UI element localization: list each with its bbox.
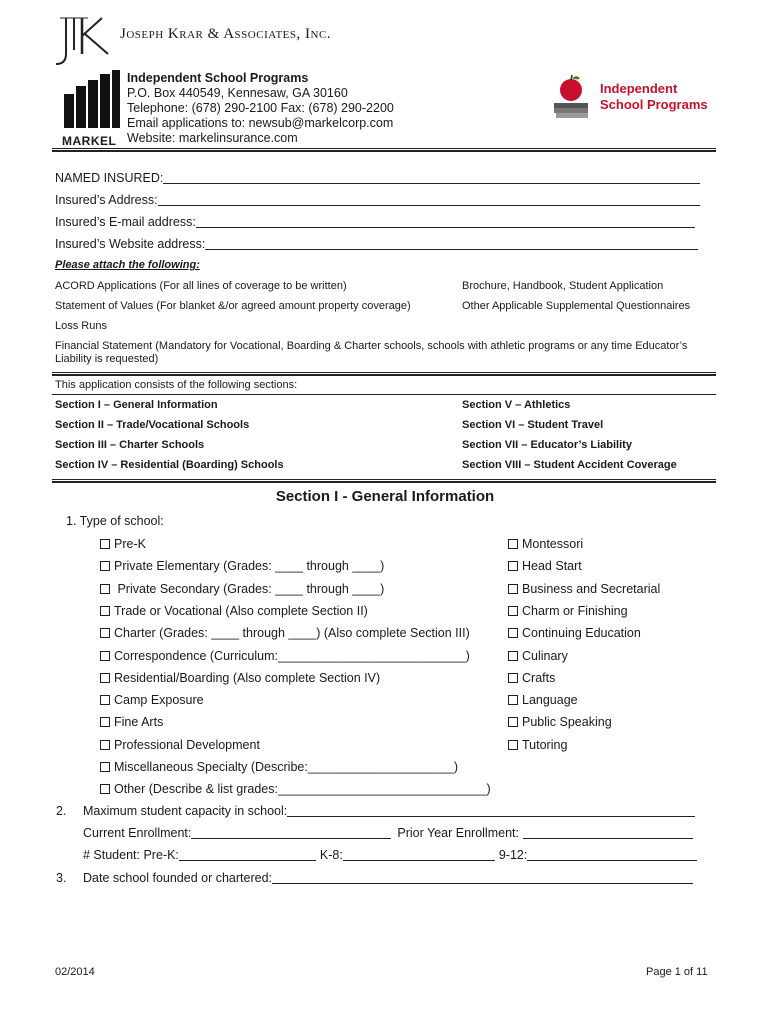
named-insured-row: [55, 171, 700, 185]
attach-supplemental: Other Applicable Supplemental Questionnaires: [462, 300, 691, 312]
school-type-right-option: [508, 626, 641, 640]
school-type-right-option-label: Culinary: [522, 648, 568, 663]
checkbox[interactable]: [100, 561, 110, 571]
question-3-number: 3.: [56, 871, 67, 885]
school-type-left-option-label: Fine Arts: [114, 715, 164, 730]
footer-page-number: Page 1 of 11: [646, 966, 708, 978]
school-type-left-option-label: Professional Development: [114, 737, 260, 752]
school-type-right-option: [508, 715, 612, 729]
school-type-left-option: [100, 582, 384, 596]
date-founded-field[interactable]: [272, 871, 693, 884]
attach-values: Statement of Values (For blanket &/or agreed amount property coverage): [55, 300, 411, 312]
question-2-number: 2.: [56, 804, 67, 818]
school-type-right-option: [508, 604, 628, 618]
checkbox[interactable]: [100, 539, 110, 549]
program-email: Email applications to: newsub@markelcorp.com: [127, 116, 394, 130]
question-3-label: Date school founded or chartered:: [83, 871, 273, 885]
school-type-right-option-label: Public Speaking: [522, 715, 612, 730]
program-address: P.O. Box 440549, Kennesaw, GA 30160: [127, 86, 348, 100]
prior-enrollment-field[interactable]: [523, 826, 693, 839]
attach-divider: [52, 372, 716, 376]
section-item-2: Section II – Trade/Vocational Schools: [55, 419, 250, 431]
students-k8-label: K-8:: [319, 848, 343, 862]
checkbox[interactable]: [100, 740, 110, 750]
checkbox[interactable]: [100, 584, 110, 594]
current-enrollment-label: Current Enrollment:: [83, 826, 192, 840]
school-type-right-option: [508, 537, 583, 551]
insured-email-row: [55, 215, 695, 229]
checkbox[interactable]: [100, 762, 110, 772]
school-type-left-option-label: Private Elementary (Grades: ____ through ____): [114, 559, 385, 574]
checkbox[interactable]: [508, 651, 518, 661]
current-enrollment-field[interactable]: [191, 826, 391, 839]
sections-intro-rule: [52, 394, 716, 395]
checkbox[interactable]: [100, 784, 110, 794]
checkbox[interactable]: [508, 717, 518, 727]
attach-loss-runs: Loss Runs: [55, 320, 107, 332]
school-type-left-option-label: Trade or Vocational (Also complete Section II): [114, 603, 368, 618]
isp-logo-line1: Independent: [600, 81, 678, 96]
insured-website-row: [55, 237, 698, 251]
section-item-1: Section I – General Information: [55, 399, 218, 411]
checkbox[interactable]: [508, 673, 518, 683]
students-prek-label: # Student: Pre-K:: [83, 848, 179, 862]
school-type-left-option: [100, 715, 163, 729]
attach-financial: Financial Statement (Mandatory for Vocational, Boarding & Charter schools, schools with athletic programs or any time Educator’s Liability is requested): [55, 340, 688, 365]
company-name: Joseph Krar & Associates, Inc.: [120, 26, 332, 42]
isp-logo-line2: School Programs: [600, 97, 708, 112]
school-type-right-option: [508, 738, 567, 752]
prior-enrollment-label: Prior Year Enrollment:: [397, 826, 519, 840]
school-type-left-option: [100, 649, 470, 663]
insured-email-field[interactable]: [196, 215, 695, 228]
section-title: Section I - General Information: [275, 488, 495, 505]
students-prek-field[interactable]: [179, 848, 316, 861]
insured-website-label: Insured’s Website address:: [55, 237, 206, 251]
markel-logo: [62, 70, 122, 148]
sections-intro: This application consists of the following sections:: [55, 379, 298, 391]
section-item-4: Section IV – Residential (Boarding) Schools: [55, 459, 284, 471]
school-type-right-option-label: Crafts: [522, 670, 556, 685]
apple-books-icon: [550, 74, 594, 120]
school-type-left-option: [100, 604, 368, 618]
checkbox[interactable]: [100, 628, 110, 638]
school-type-left-option-label: Other (Describe & list grades:______________________________): [114, 782, 491, 797]
school-type-right-option-label: Language: [522, 693, 578, 708]
checkbox[interactable]: [508, 606, 518, 616]
students-row: [83, 848, 697, 862]
jk-logo: [52, 14, 114, 66]
isp-logo: [550, 74, 720, 124]
checkbox[interactable]: [508, 628, 518, 638]
checkbox[interactable]: [100, 606, 110, 616]
checkbox[interactable]: [508, 561, 518, 571]
school-type-right-option-label: Head Start: [522, 559, 582, 574]
school-type-right-option-label: Montessori: [522, 537, 584, 551]
checkbox[interactable]: [508, 695, 518, 705]
school-type-right-option-label: Business and Secretarial: [522, 581, 661, 596]
school-type-right-option: [508, 559, 582, 573]
school-type-right-option: [508, 649, 568, 663]
students-912-field[interactable]: [527, 848, 697, 861]
checkbox[interactable]: [508, 539, 518, 549]
school-type-left-option: [100, 559, 384, 573]
attach-brochure: Brochure, Handbook, Student Application: [462, 280, 664, 292]
max-capacity-field[interactable]: [287, 804, 695, 817]
school-type-right-option-label: Continuing Education: [522, 626, 641, 641]
checkbox[interactable]: [508, 584, 518, 594]
footer-date: 02/2014: [55, 966, 95, 978]
sections-divider: [52, 479, 716, 483]
question-3-row: [83, 871, 693, 885]
named-insured-label: NAMED INSURED:: [55, 171, 164, 185]
section-item-6: Section VI – Student Travel: [462, 419, 604, 431]
school-type-left-option: [100, 626, 470, 640]
school-type-left-option-label: Correspondence (Curriculum:___________________________): [114, 648, 470, 663]
program-website: Website: markelinsurance.com: [127, 131, 298, 145]
school-type-left-option-label: Pre-K: [114, 537, 146, 551]
enrollment-row: [83, 826, 693, 840]
attach-heading: Please attach the following:: [55, 259, 200, 271]
school-type-left-option: [100, 671, 380, 685]
checkbox[interactable]: [100, 695, 110, 705]
school-type-right-option-label: Tutoring: [522, 737, 568, 752]
named-insured-field[interactable]: [163, 171, 700, 184]
section-item-5: Section V – Athletics: [462, 399, 571, 411]
section-item-7: Section VII – Educator’s Liability: [462, 439, 632, 451]
school-type-left-option-label: Private Secondary (Grades: ____ through ____): [114, 581, 385, 596]
checkbox[interactable]: [100, 651, 110, 661]
checkbox[interactable]: [100, 673, 110, 683]
checkbox[interactable]: [100, 717, 110, 727]
school-type-right-option: [508, 693, 578, 707]
question-2-label: Maximum student capacity in school:: [83, 804, 288, 818]
school-type-left-option: [100, 738, 260, 752]
school-type-left-option: [100, 782, 491, 796]
school-type-right-option-label: Charm or Finishing: [522, 603, 628, 618]
school-type-left-option-label: Residential/Boarding (Also complete Section IV): [114, 670, 381, 685]
question-2-row: [83, 804, 695, 818]
header-divider: [52, 148, 716, 152]
question-1-label: 1. Type of school:: [66, 514, 164, 528]
insured-address-label: Insured’s Address:: [55, 193, 158, 207]
school-type-left-option-label: Charter (Grades: ____ through ____) (Also complete Section III): [114, 626, 470, 641]
school-type-left-option: [100, 760, 458, 774]
section-item-8: Section VIII – Student Accident Coverage: [462, 459, 677, 471]
section-item-3: Section III – Charter Schools: [55, 439, 205, 451]
school-type-left-option: [100, 693, 204, 707]
checkbox[interactable]: [508, 740, 518, 750]
school-type-left-option-label: Camp Exposure: [114, 693, 204, 708]
insured-address-row: [55, 193, 700, 207]
school-type-right-option: [508, 582, 660, 596]
program-title: Independent School Programs: [127, 71, 309, 85]
attach-acord: ACORD Applications (For all lines of coverage to be written): [55, 280, 347, 292]
program-contact-block: [127, 71, 394, 146]
insured-address-field[interactable]: [158, 193, 700, 206]
school-type-left-option-label: Miscellaneous Specialty (Describe:_____________________): [114, 760, 458, 774]
students-912-label: 9-12:: [498, 848, 528, 862]
school-type-left-option: [100, 537, 146, 551]
insured-website-field[interactable]: [205, 237, 698, 250]
insured-email-label: Insured’s E-mail address:: [55, 215, 196, 229]
school-type-right-option: [508, 671, 555, 685]
markel-logo-text: MARKEL: [62, 134, 117, 148]
program-phone: Telephone: (678) 290-2100 Fax: (678) 290-2200: [127, 101, 394, 115]
students-k8-field[interactable]: [343, 848, 495, 861]
